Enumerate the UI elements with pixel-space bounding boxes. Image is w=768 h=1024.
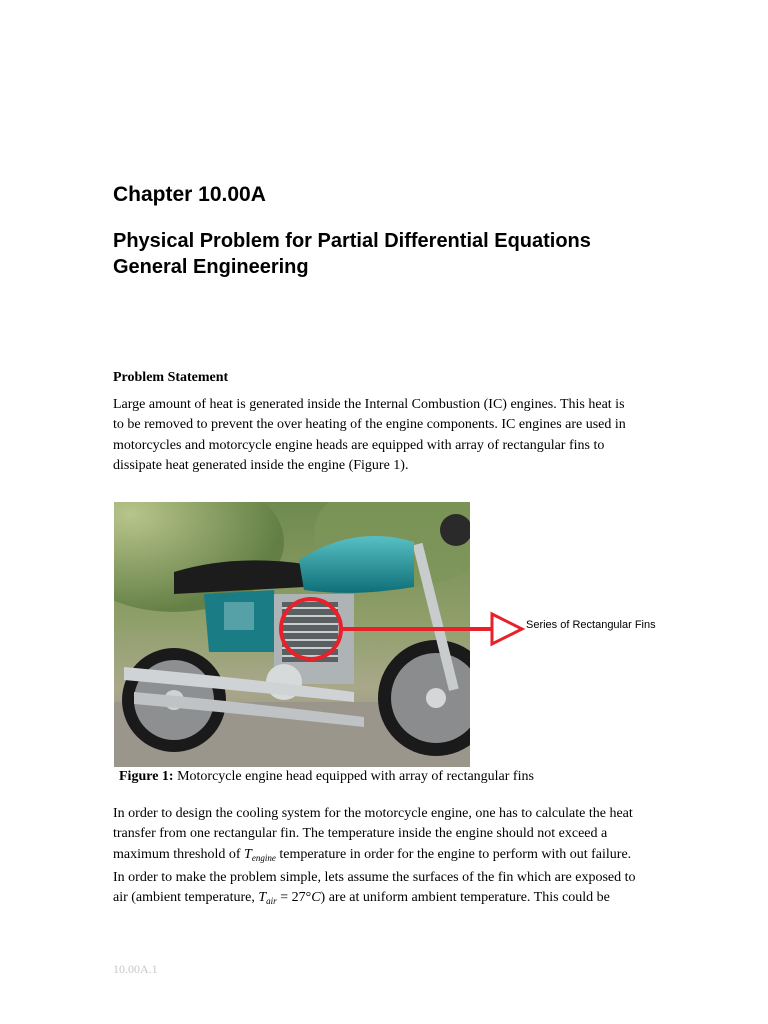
page-title bbox=[113, 228, 693, 280]
intro-line: dissipate heat generated inside the engine (Figure 1). bbox=[113, 457, 409, 473]
t-air-symbol: T bbox=[258, 890, 267, 906]
intro-paragraph bbox=[113, 395, 683, 476]
design-line: In order to make the problem simple, lets assume the surfaces of the fin which are exposed to bbox=[113, 869, 636, 885]
fins-callout-label: Series of Rectangular Fins bbox=[526, 619, 656, 631]
intro-line: motorcycles and motorcycle engine heads are equipped with array of rectangular fins to bbox=[113, 437, 605, 453]
design-paragraph bbox=[113, 804, 683, 911]
design-line: transfer from one rectangular fin. The temperature inside the engine should not exceed a bbox=[113, 826, 608, 842]
section-heading: Problem Statement bbox=[113, 370, 229, 385]
title-line-2: General Engineering bbox=[113, 256, 309, 278]
text-run: air (ambient temperature, bbox=[113, 890, 259, 906]
text-run: temperature in order for the engine to perform with out failure. bbox=[275, 846, 632, 862]
highlight-circle bbox=[281, 599, 341, 659]
t-air-subscript: air bbox=[266, 896, 277, 907]
t-engine-symbol: T bbox=[244, 846, 252, 862]
celsius-symbol: C bbox=[311, 890, 321, 906]
intro-line: to be removed to prevent the over heating of the engine components. IC engines are used in bbox=[113, 417, 626, 433]
intro-line: Large amount of heat is generated inside the Internal Combustion (IC) engines. This heat is bbox=[113, 397, 625, 412]
text-run: maximum threshold of bbox=[113, 846, 245, 862]
chapter-heading: Chapter 10.00A bbox=[113, 183, 266, 206]
text-run: ) are at uniform ambient temperature. This could be bbox=[320, 890, 610, 906]
callout-arrowhead bbox=[492, 614, 522, 644]
text-run: = 27° bbox=[276, 890, 312, 906]
page-number-footer: 10.00A.1 bbox=[113, 962, 158, 976]
callout-overlay bbox=[114, 502, 674, 767]
design-line: In order to design the cooling system for the motorcycle engine, one has to calculate the heat bbox=[113, 806, 633, 821]
figure-caption-label: Figure 1: bbox=[119, 769, 174, 784]
design-line bbox=[113, 845, 683, 868]
title-line-1: Physical Problem for Partial Differential Equations bbox=[113, 230, 591, 252]
figure-caption-text: Motorcycle engine head equipped with array of rectangular fins bbox=[173, 769, 534, 784]
t-engine-subscript: engine bbox=[251, 852, 276, 863]
figure-caption bbox=[119, 769, 534, 785]
design-line bbox=[113, 888, 683, 911]
